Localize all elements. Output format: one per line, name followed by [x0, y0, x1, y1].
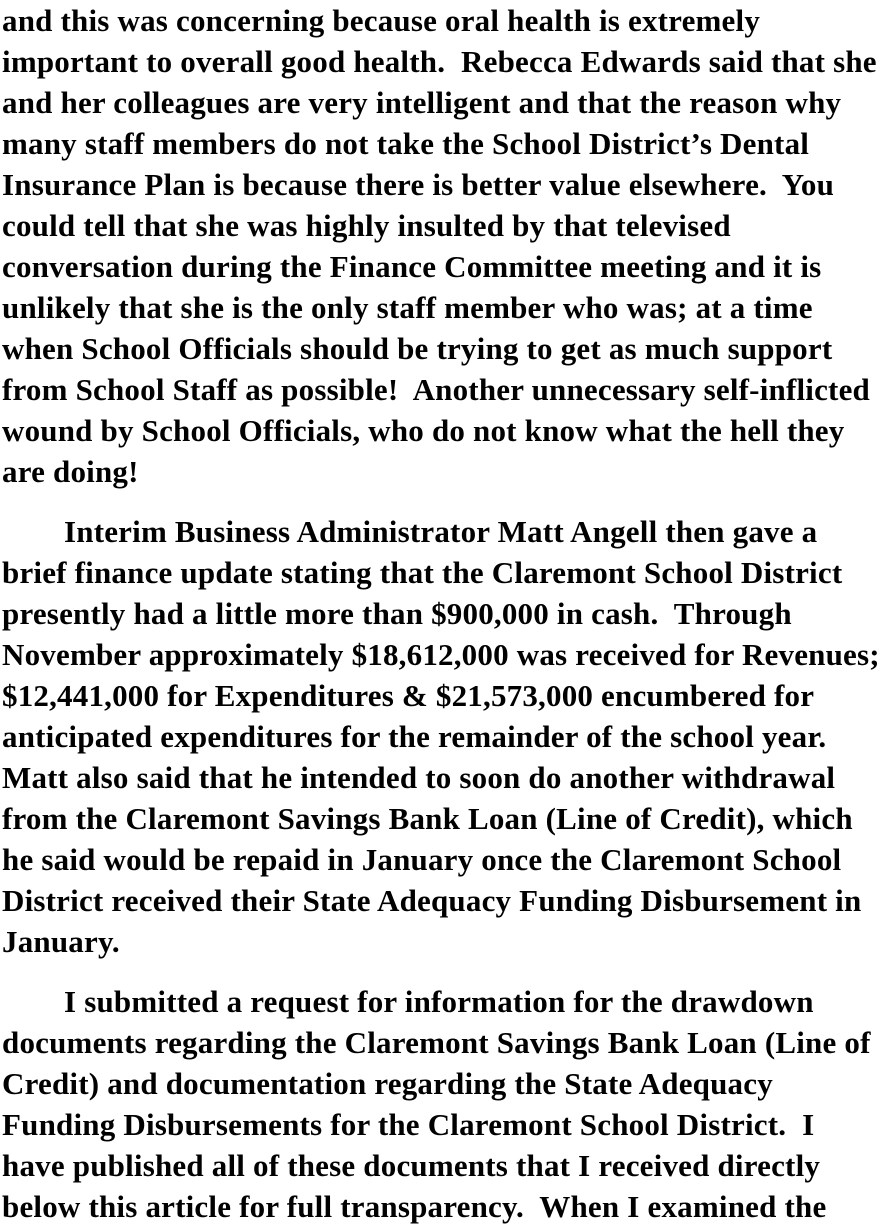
text-line: Insurance Plan is because there is better value elsewhere. You	[2, 167, 835, 202]
text-line: could tell that she was highly insulted by that televised	[2, 208, 731, 243]
text-line: Matt also said that he intended to soon do another withdrawal	[2, 760, 836, 795]
text-line: below this article for full transparency. When I examined the	[2, 1189, 827, 1224]
text-line: Credit) and documentation regarding the State Adequacy	[2, 1066, 773, 1101]
text-line: conversation during the Finance Committee meeting and it is	[2, 249, 822, 284]
text-line: unlikely that she is the only staff member who was; at a time	[2, 290, 813, 325]
paragraph	[2, 511, 880, 962]
text-line: have published all of these documents that I received directly	[2, 1148, 821, 1183]
text-line: and this was concerning because oral health is extremely	[2, 3, 761, 38]
text-line: anticipated expenditures for the remainder of the school year.	[2, 719, 827, 754]
text-line: Interim Business Administrator Matt Angell then gave a	[64, 514, 818, 549]
text-line: when School Officials should be trying to get as much support	[2, 331, 833, 366]
text-line: November approximately $18,612,000 was received for Revenues;	[2, 637, 880, 672]
text-line: District received their State Adequacy Funding Disbursement in	[2, 883, 862, 918]
text-line: documents regarding the Claremont Savings Bank Loan (Line of	[2, 1025, 871, 1060]
text-line: presently had a little more than $900,000 in cash. Through	[2, 596, 792, 631]
text-line: from the Claremont Savings Bank Loan (Line of Credit), which	[2, 801, 853, 836]
text-line: many staff members do not take the School District’s Dental	[2, 126, 810, 161]
paragraph	[2, 0, 880, 492]
text-line: from School Staff as possible! Another unnecessary self-inflicted	[2, 372, 870, 407]
text-line: he said would be repaid in January once the Claremont School	[2, 842, 842, 877]
text-line: important to overall good health. Rebecca Edwards said that she	[2, 44, 877, 79]
text-line: brief finance update stating that the Claremont School District	[2, 555, 843, 590]
text-line: and her colleagues are very intelligent and that the reason why	[2, 85, 842, 120]
text-line: are doing!	[2, 454, 139, 489]
text-line: Funding Disbursements for the Claremont School District. I	[2, 1107, 815, 1142]
text-line: January.	[2, 924, 120, 959]
text-line: wound by School Officials, who do not know what the hell they	[2, 413, 845, 448]
text-line: $12,441,000 for Expenditures & $21,573,000 encumbered for	[2, 678, 815, 713]
text-line: I submitted a request for information for the drawdown	[64, 984, 814, 1019]
paragraph	[2, 981, 880, 1227]
